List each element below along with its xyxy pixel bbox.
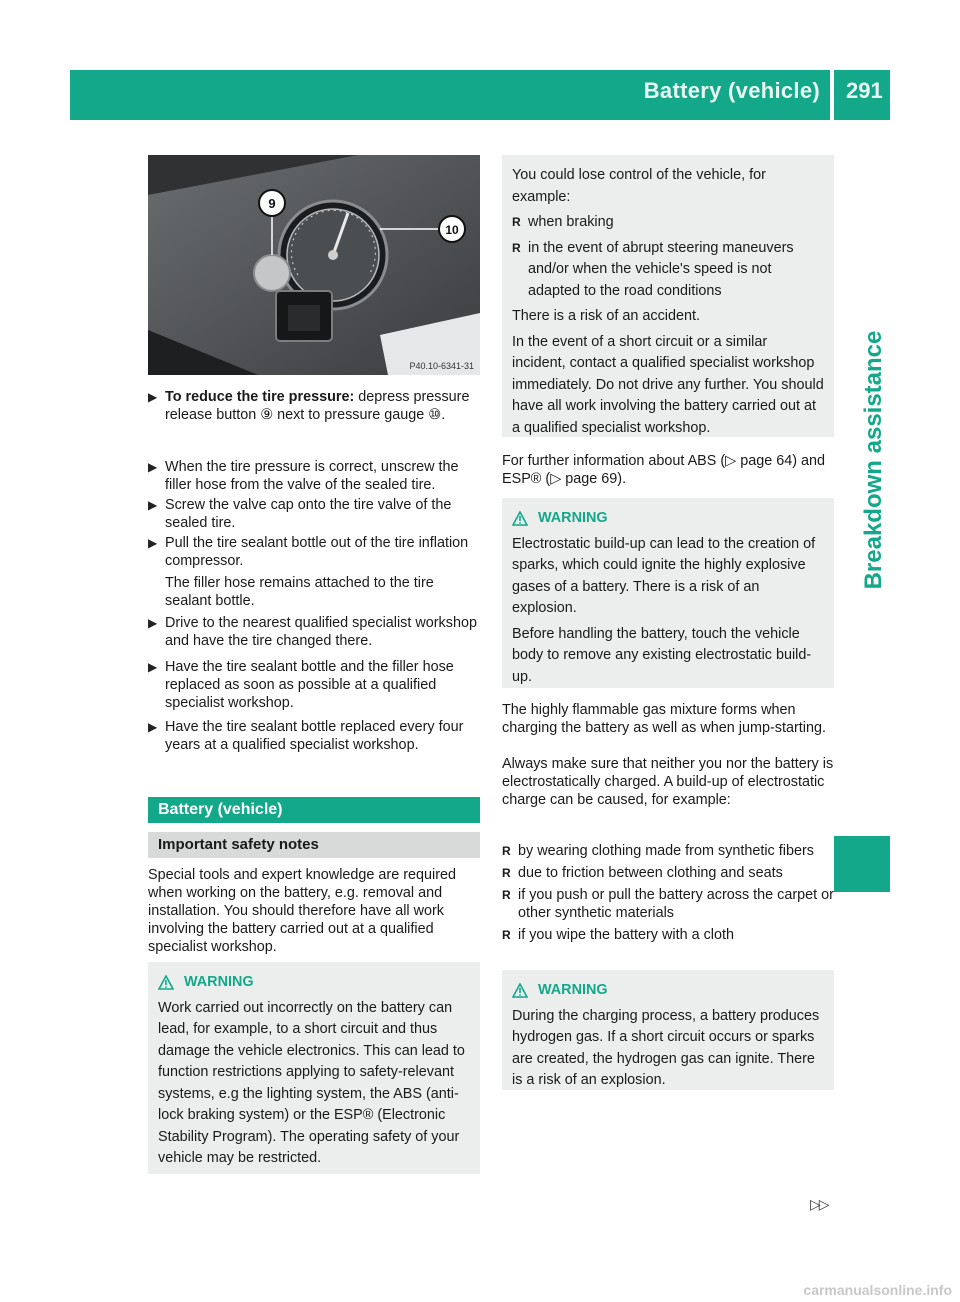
warning-heading bbox=[512, 980, 824, 1002]
charge-cause-list bbox=[502, 842, 834, 944]
bullet-item: R if you push or pull the battery across the carpet or other synthetic materials bbox=[502, 886, 834, 922]
subsection-heading: Important safety notes bbox=[148, 832, 480, 858]
step-pull-bottle bbox=[148, 534, 480, 610]
bullet-item: R by wearing clothing made from synthetic fibers bbox=[502, 842, 834, 860]
warning-triangle-icon bbox=[512, 511, 528, 526]
watermark: carmanualsonline.info bbox=[803, 1282, 952, 1298]
chapter-side-tab bbox=[834, 140, 890, 780]
warning-heading bbox=[512, 508, 824, 530]
bullet-item: R if you wipe the battery with a cloth bbox=[502, 926, 834, 944]
step-text: depress pressure release button ⑨ next to pressure gauge ⑩. bbox=[165, 389, 470, 423]
intro-paragraph: Special tools and expert knowledge are required when working on the battery, e.g. removal and installation. You should therefore have all work involving the battery carried out at a qualified specialist workshop. bbox=[148, 867, 456, 955]
step-unscrew-hose bbox=[148, 458, 480, 494]
warning-triangle-icon bbox=[512, 983, 528, 998]
step-drive-workshop bbox=[148, 614, 480, 650]
warning-text: Electrostatic build-up can lead to the creation of sparks, which could ignite the highly explosive gases of a battery. There is a risk of an explosion. bbox=[512, 535, 816, 616]
control-loss-box bbox=[502, 155, 834, 437]
warning-box-hydrogen bbox=[502, 970, 834, 1090]
chapter-marker bbox=[834, 836, 890, 892]
electrostatic-paragraph: Always make sure that neither you nor the battery is electrostatically charged. A build-up of electrostatic charge can be caused, for example: bbox=[502, 756, 834, 808]
chapter-label: Breakdown assistance bbox=[860, 330, 887, 590]
step-text: Have the tire sealant bottle replaced every four years at a qualified specialist workshop. bbox=[165, 719, 464, 753]
step-heading: To reduce the tire pressure: bbox=[165, 389, 355, 405]
step-reduce-pressure bbox=[148, 388, 480, 424]
box-paragraph: There is a risk of an accident. bbox=[512, 308, 700, 324]
bullet-item: R due to friction between clothing and seats bbox=[502, 864, 834, 882]
step-replace-bottle-hose bbox=[148, 658, 480, 712]
header-divider bbox=[830, 70, 834, 120]
warning-triangle-icon bbox=[158, 975, 174, 990]
step-arrow-icon: ▶ bbox=[148, 460, 158, 474]
step-arrow-icon: ▶ bbox=[148, 720, 158, 734]
step-text: Screw the valve cap onto the tire valve of the sealed tire. bbox=[165, 497, 452, 531]
step-replace-bottle-4yr bbox=[148, 718, 480, 754]
section-heading: Battery (vehicle) bbox=[148, 797, 480, 823]
callout-9-label: 9 bbox=[268, 196, 276, 211]
step-arrow-icon: ▶ bbox=[148, 660, 158, 674]
page-number: 291 bbox=[846, 78, 883, 103]
step-note: The filler hose remains attached to the tire sealant bottle. bbox=[165, 575, 434, 609]
gas-paragraph: The highly flammable gas mixture forms when charging the battery as well as when jump-starting. bbox=[502, 702, 826, 736]
step-text: When the tire pressure is correct, unscrew the filler hose from the valve of the sealed tire. bbox=[165, 459, 459, 493]
step-arrow-icon: ▶ bbox=[148, 498, 158, 512]
warning-box-battery-work bbox=[148, 962, 480, 1174]
warning-heading bbox=[158, 972, 470, 994]
box-paragraph: In the event of a short circuit or a similar incident, contact a qualified specialist workshop immediately. Do not drive any further. You should have all work involving the battery carried out at a qualified specialist workshop. bbox=[512, 333, 824, 436]
step-text: Pull the tire sealant bottle out of the tire inflation compressor. bbox=[165, 535, 469, 569]
continue-arrow-icon[interactable]: ▷▷ bbox=[810, 1196, 828, 1212]
step-arrow-icon: ▶ bbox=[148, 390, 158, 404]
step-arrow-icon: ▶ bbox=[148, 616, 158, 630]
callout-10-label: 10 bbox=[445, 223, 459, 237]
page-header-title: Battery (vehicle) bbox=[643, 78, 820, 103]
warning-text: Before handling the battery, touch the vehicle body to remove any existing electrostatic build-up. bbox=[512, 625, 812, 685]
compressor-figure bbox=[148, 155, 480, 375]
step-text: Have the tire sealant bottle and the filler hose replaced as soon as possible at a qualified specialist workshop. bbox=[165, 659, 454, 711]
figure-code: P40.10-6341-31 bbox=[409, 361, 474, 371]
warning-label: WARNING bbox=[184, 974, 254, 990]
step-arrow-icon: ▶ bbox=[148, 536, 158, 550]
warning-text: During the charging process, a battery produces hydrogen gas. If a short circuit occurs or sparks are created, the hydrogen gas can ignite. There is a risk of an explosion. bbox=[512, 1007, 820, 1088]
box-lead-text: You could lose control of the vehicle, for example: bbox=[512, 167, 766, 205]
warning-text: Work carried out incorrectly on the battery can lead, for example, to a short circuit and thus damage the vehicle electronics. This can lead to function restrictions applying to safety-relevant systems, e.g the lighting system, the ABS (anti-lock braking system) or the ESP® (Electronic Stability Program). The operating safety of your vehicle may be restricted. bbox=[158, 999, 465, 1166]
warning-label: WARNING bbox=[538, 982, 608, 998]
step-screw-cap bbox=[148, 496, 480, 532]
step-text: Drive to the nearest qualified specialist workshop and have the tire changed there. bbox=[165, 615, 477, 649]
compressor-illustration bbox=[148, 155, 480, 375]
further-info: For further information about ABS (▷ page 64) and ESP® (▷ page 69). bbox=[502, 453, 826, 487]
warning-box-electrostatic bbox=[502, 498, 834, 688]
bullet-item: R when braking bbox=[512, 212, 824, 234]
bullet-item: R in the event of abrupt steering maneuvers and/or when the vehicle's speed is not adapted to the road conditions bbox=[512, 238, 824, 303]
warning-label: WARNING bbox=[538, 510, 608, 526]
